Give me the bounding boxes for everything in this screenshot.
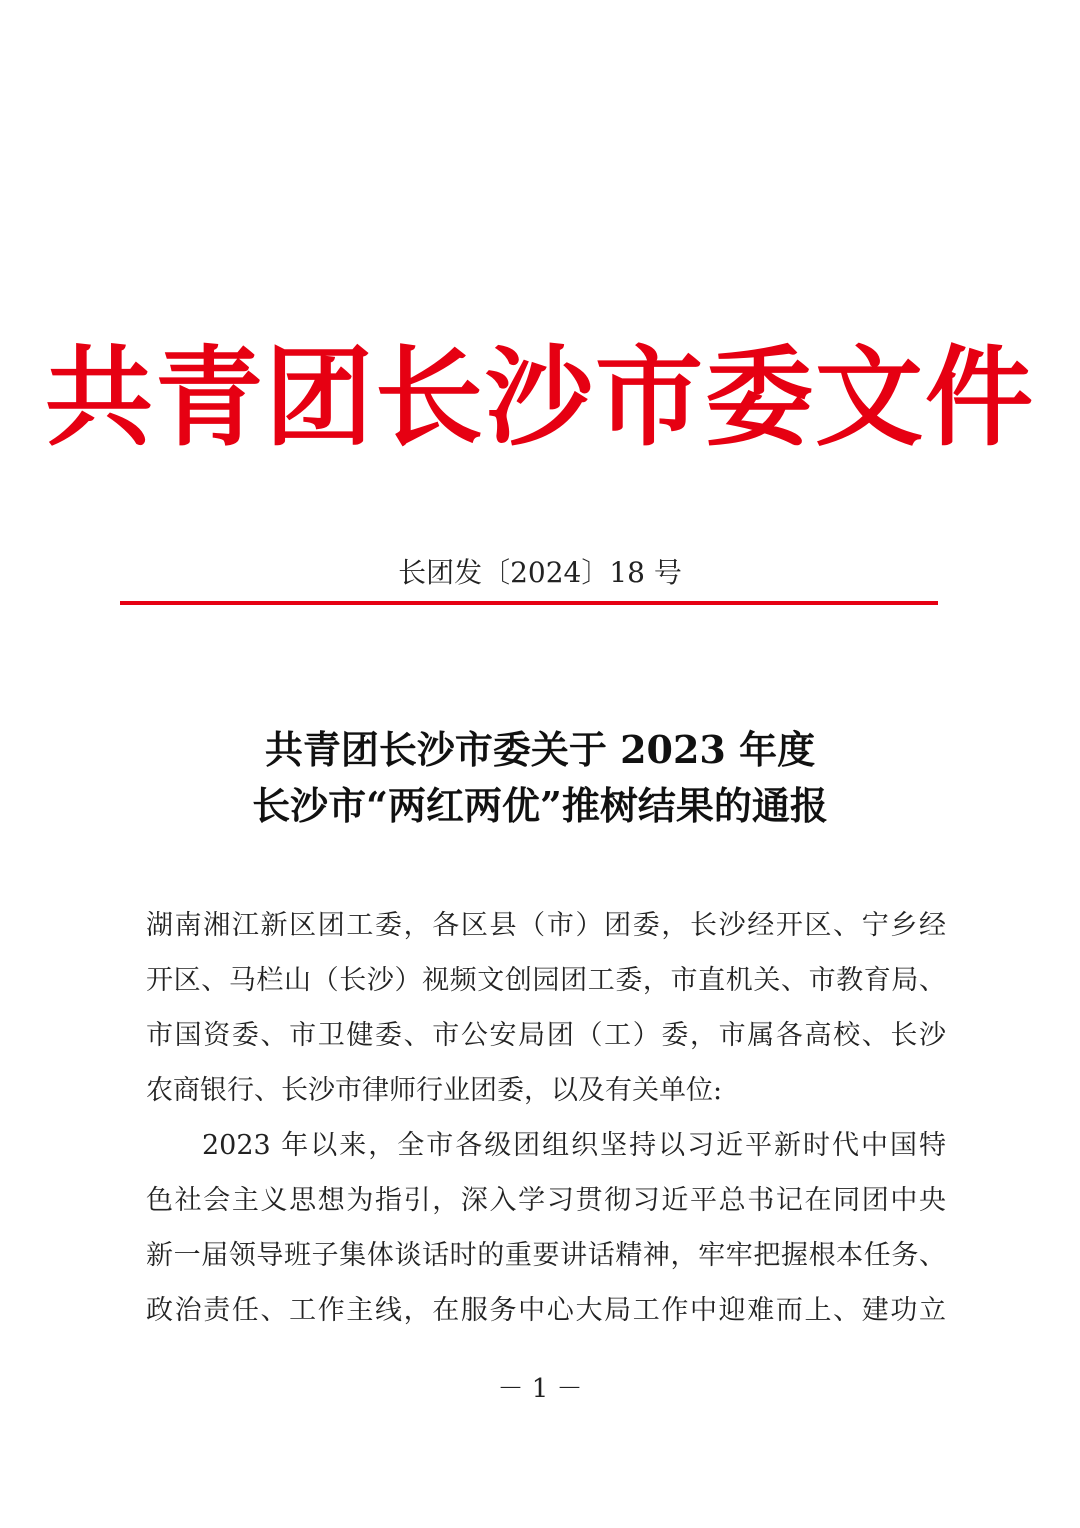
body-line: 新一届领导班子集体谈话时的重要讲话精神，牢牢把握根本任务、: [146, 1240, 946, 1271]
document-number: 长团发〔2024〕18 号: [398, 556, 682, 589]
body-line: 湖南湘江新区团工委，各区县（市）团委，长沙经开区、宁乡经: [146, 910, 946, 941]
document-body: [146, 898, 946, 1338]
document-title: [0, 722, 1080, 834]
body-line: 农商银行、长沙市律师行业团委，以及有关单位:: [146, 1075, 723, 1106]
document-masthead: 共青团长沙市委文件: [44, 335, 1035, 461]
body-line: 开区、马栏山（长沙）视频文创园团工委，市直机关、市教育局、: [146, 965, 946, 996]
body-line: 市国资委、市卫健委、市公安局团（工）委，市属各高校、长沙: [146, 1020, 946, 1051]
red-divider-line: [120, 601, 938, 605]
document-title-line-1: 共青团长沙市委关于 2023 年度: [264, 727, 816, 772]
document-title-line-2: 长沙市“两红两优”推树结果的通报: [252, 783, 828, 828]
body-line: 2023 年以来，全市各级团组织坚持以习近平新时代中国特: [202, 1130, 946, 1161]
body-line: 色社会主义思想为指引，深入学习贯彻习近平总书记在同团中央: [146, 1185, 946, 1216]
body-line: 政治责任、工作主线，在服务中心大局工作中迎难而上、建功立: [146, 1295, 946, 1326]
page-number: － 1 －: [497, 1374, 583, 1404]
